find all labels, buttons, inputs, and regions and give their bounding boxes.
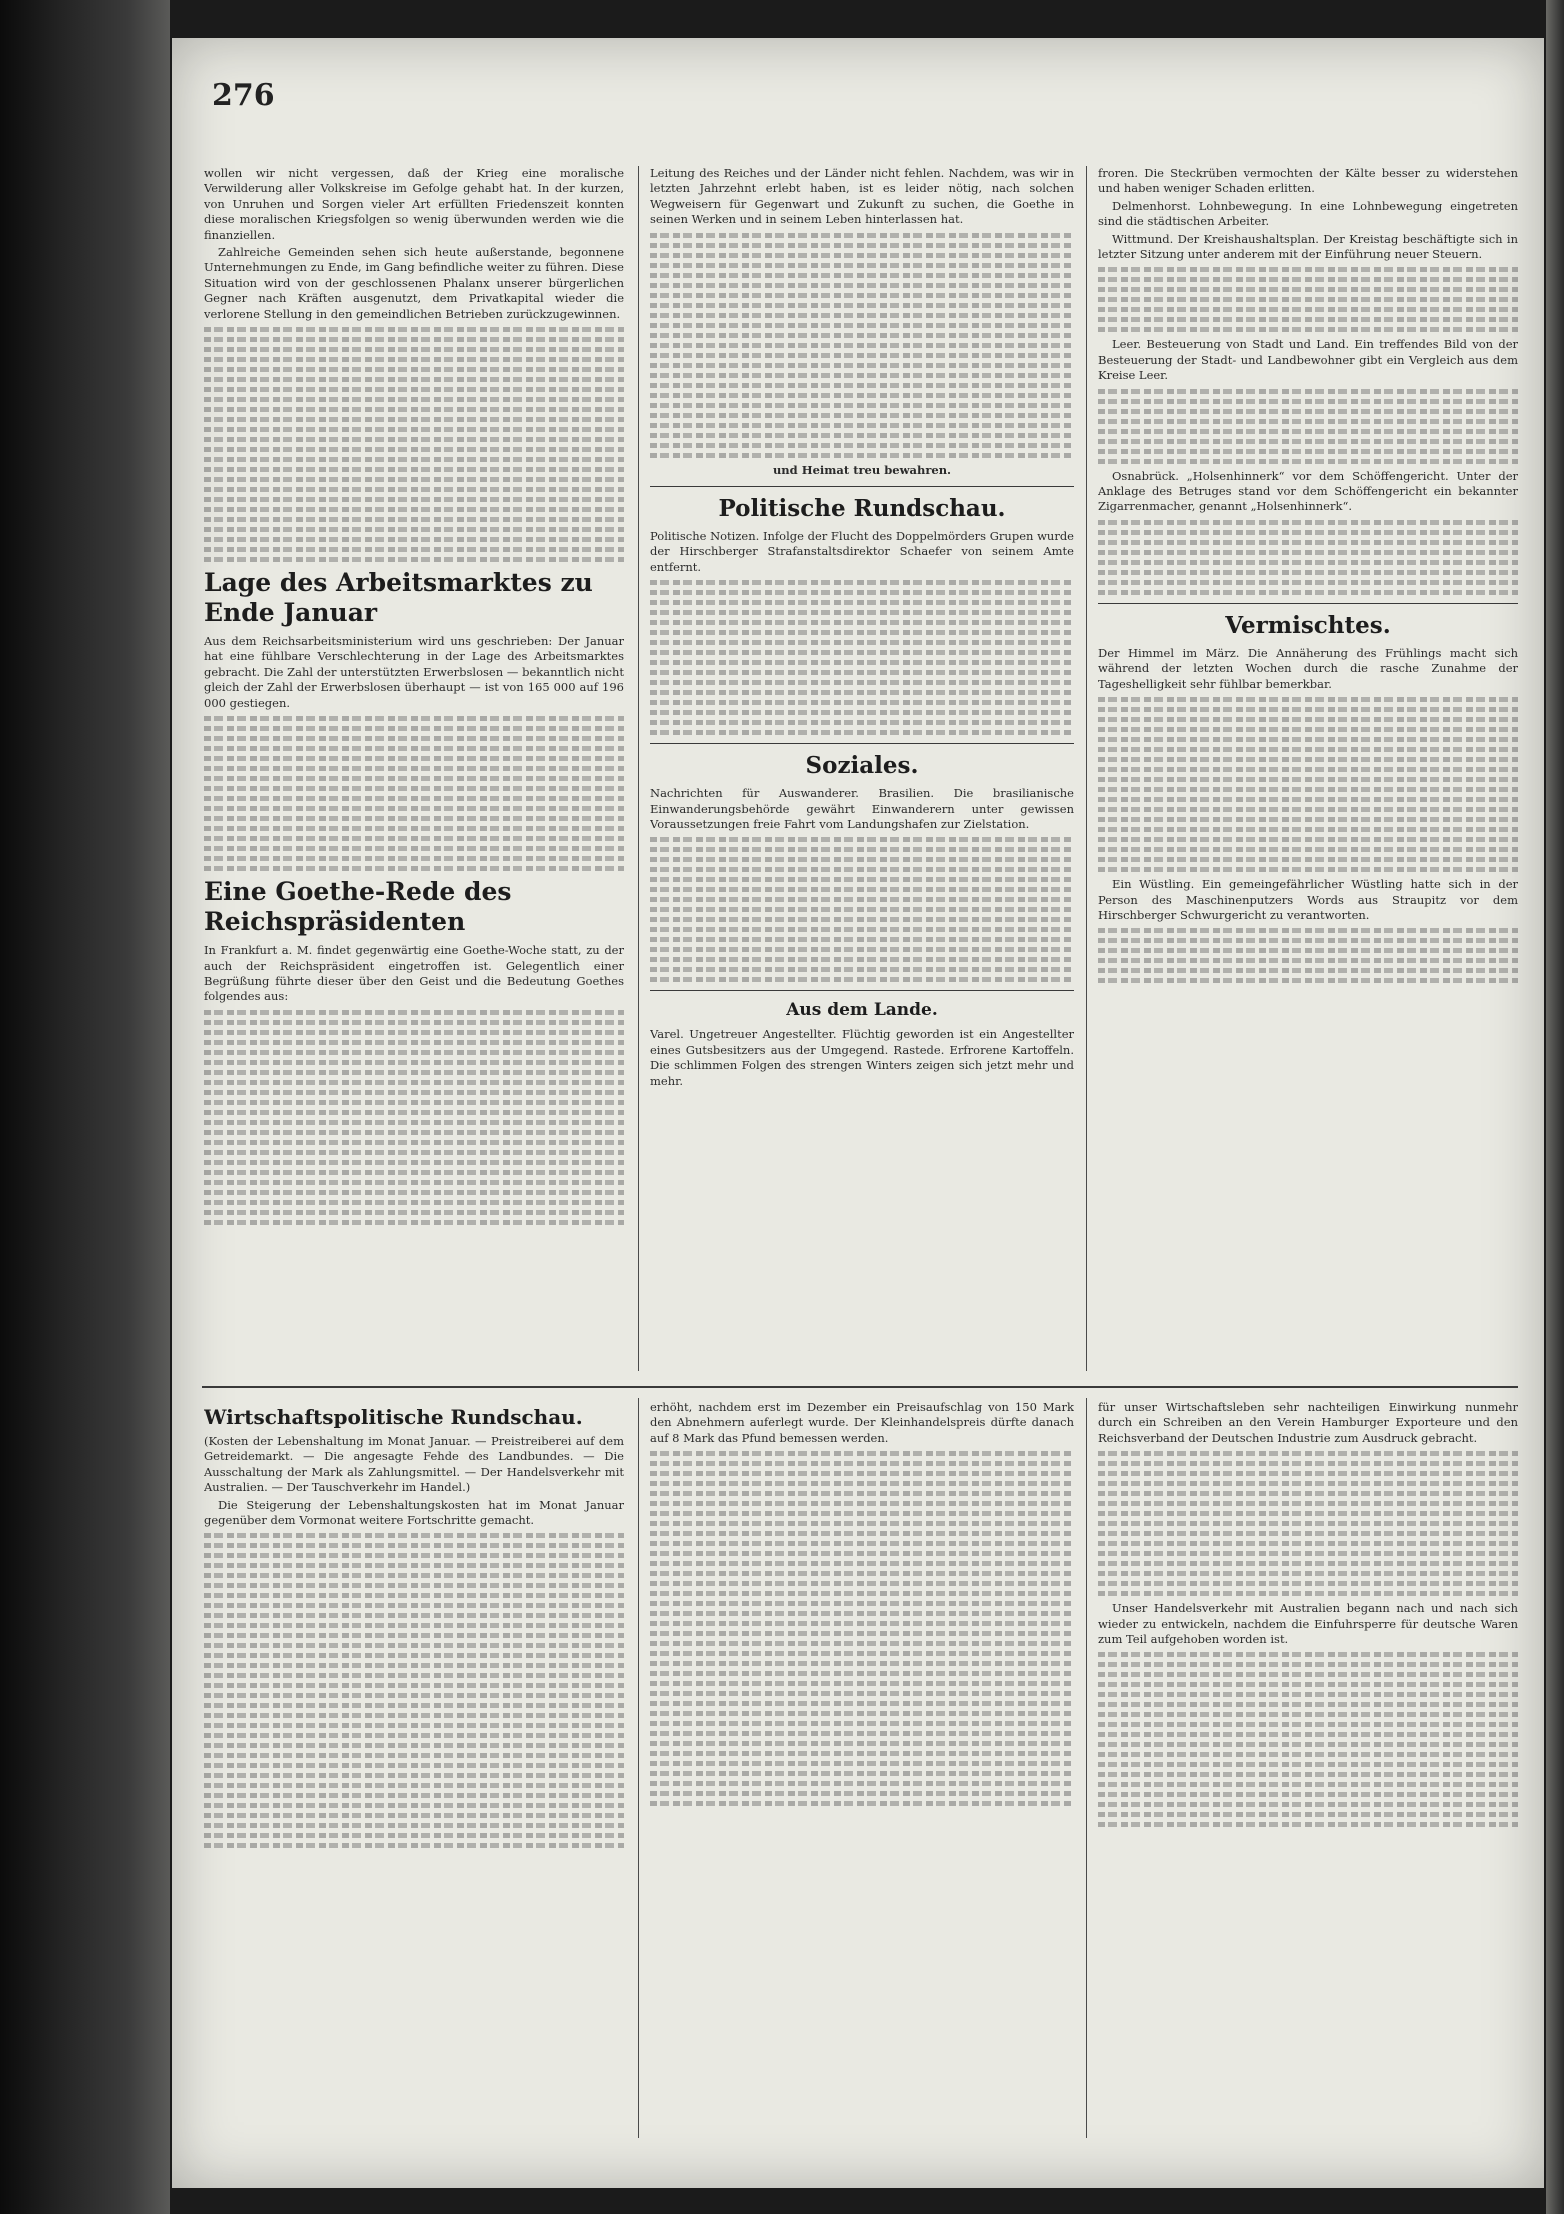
section-rule <box>650 486 1074 487</box>
newspaper-page <box>172 38 1544 2188</box>
headline-wirtschaftspolitische-rundschau: Wirtschaftspolitische Rundschau. <box>204 1405 583 1429</box>
article-text: Leer. Besteuerung von Stadt und Land. Ein treffendes Bild von der Besteuerung der Stadt- und Landbewohner gibt ein Vergleich aus dem Kreise Leer. <box>1098 337 1518 383</box>
section-rule <box>650 743 1074 744</box>
headline-soziales: Soziales. <box>805 752 919 780</box>
illegible-text <box>1098 267 1518 332</box>
bottom-column-3 <box>1098 1400 1518 2140</box>
headline-arbeitsmarkt: Lage des Arbeitsmarktes zu Ende Januar <box>204 568 593 628</box>
article-text: Osnabrück. „Holsenhinnerk“ vor dem Schöffengericht. Unter der Anklage des Betruges stand vor dem Schöffengericht ein bekannter Zigarrenmacher, genannt „Holsenhinnerk“. <box>1098 468 1518 514</box>
headline-vermischtes: Vermischtes. <box>1225 611 1391 639</box>
column-rule <box>638 1398 639 2138</box>
illegible-text <box>650 233 1074 458</box>
illegible-text <box>204 1533 624 1848</box>
illegible-text <box>1098 520 1518 595</box>
illegible-text <box>1098 928 1518 983</box>
column-1 <box>204 166 624 1376</box>
article-text: für unser Wirtschaftsleben sehr nachteiligen Einwirkung nunmehr durch ein Schreiben an den Verein Hamburger Exporteure und den Reichsverband der Deutschen Industrie zum Ausdruck gebracht. <box>1098 1400 1518 1445</box>
article-text: Leitung des Reiches und der Länder nicht fehlen. Nachdem, was wir in letzten Jahrzehnt erlebt haben, ist es leider nötig, nach solchen Wegweisern für Gegenwart und Zukunft zu suchen, die Goethe in seinen Werken und in seinem Leben hinterlassen hat. <box>650 166 1074 227</box>
illegible-text <box>204 327 624 562</box>
illegible-text <box>1098 1652 1518 1827</box>
article-ending: und Heimat treu bewahren. <box>772 462 952 477</box>
section-rule <box>1098 603 1518 604</box>
column-rule <box>1086 166 1087 1371</box>
article-text: wollen wir nicht vergessen, daß der Krieg eine moralische Verwilderung aller Volkskreise im Gefolge gehabt hat. In der kurzen, von Unruhen und Sorgen vieler Art erfüllten Friedenszeit konnten diese moralischen Kriegsfolgen so wenig überwunden werden wie die finanziellen. <box>204 166 624 242</box>
section-rule <box>650 990 1074 991</box>
illegible-text <box>1098 389 1518 464</box>
headline-aus-dem-lande: Aus dem Lande. <box>786 1000 938 1021</box>
article-summary: (Kosten der Lebenshaltung im Monat Januar. — Preistreiberei auf dem Getreidemarkt. — Die angesagte Fehde des Landbundes. — Die Ausschaltung der Mark als Zahlungsmittel. — Der Handelsverkehr mit Australien. — Der Tauschverkehr im Handel.) <box>204 1434 624 1495</box>
article-text: Zahlreiche Gemeinden sehen sich heute außerstande, begonnene Unternehmungen zu Ende, im Gang befindliche weiter zu führen. Diese Situation wird von der geschlossenen Phalanx unserer bürgerlichen Gegner nach Kräften ausgenutzt, dem Privatkapital wieder die verlorene Stellung in den gemeindlichen Betrieben zurückzugewinnen. <box>204 245 624 321</box>
book-binding <box>0 0 170 2214</box>
column-2 <box>650 166 1074 1376</box>
bottom-column-2 <box>650 1400 1074 2140</box>
article-text: froren. Die Steckrüben vermochten der Kälte besser zu widerstehen und haben weniger Schaden erlitten. <box>1098 166 1518 196</box>
illegible-text <box>1098 1451 1518 1596</box>
headline-politische-rundschau: Politische Rundschau. <box>718 495 1006 523</box>
illegible-text <box>1098 697 1518 872</box>
article-text: Die Steigerung der Lebenshaltungskosten hat im Monat Januar gegenüber dem Vormonat weitere Fortschritte gemacht. <box>204 1497 624 1528</box>
article-text: Delmenhorst. Lohnbewegung. In eine Lohnbewegung eingetreten sind die städtischen Arbeiter. <box>1098 198 1518 229</box>
illegible-text <box>204 716 624 871</box>
section-rule-bottom <box>202 1386 1518 1388</box>
article-text: Der Himmel im März. Die Annäherung des Frühlings macht sich während der letzten Wochen durch die rasche Zunahme der Tageshelligkeit sehr fühlbar bemerkbar. <box>1098 645 1518 691</box>
article-text: Aus dem Reichsarbeitsministerium wird uns geschrieben: Der Januar hat eine fühlbare Verschlechterung in der Lage des Arbeitsmarktes gebracht. Die Zahl der unterstützten Erwerbslosen — bekanntlich nicht gleich der Zahl der Erwerbslosen überhaupt — ist von 165 000 auf 196 000 gestiegen. <box>204 634 624 710</box>
article-text: Ein Wüstling. Ein gemeingefährlicher Wüstling hatte sich in der Person des Maschinenputzers Words aus Straupitz vor dem Hirschberger Schwurgericht zu verantworten. <box>1098 877 1518 922</box>
article-text: Nachrichten für Auswanderer. Brasilien. Die brasilianische Einwanderungsbehörde gewährt Einwanderern unter gewissen Voraussetzungen freie Fahrt vom Landungshafen zur Zielstation. <box>650 786 1074 832</box>
page-edge <box>1546 0 1564 2214</box>
bottom-column-1 <box>204 1400 624 2140</box>
article-text: Wittmund. Der Kreishaushaltsplan. Der Kreistag beschäftigte sich in letzter Sitzung unter anderem mit der Einführung neuer Steuern. <box>1098 231 1518 262</box>
article-text: In Frankfurt a. M. findet gegenwärtig eine Goethe-Woche statt, zu der auch der Reichspräsident eingetroffen ist. Gelegentlich einer Begrüßung führte dieser über den Geist und die Bedeutung Goethes folgendes aus: <box>204 943 624 1004</box>
article-text: Varel. Ungetreuer Angestellter. Flüchtig geworden ist ein Angestellter eines Gutsbesitzers aus der Umgegend. Rastede. Erfrorene Kartoffeln. Die schlimmen Folgen des strengen Winters zeigen sich jetzt mehr und mehr. <box>650 1027 1074 1088</box>
column-3 <box>1098 166 1518 1376</box>
illegible-text <box>650 837 1074 982</box>
column-rule <box>1086 1398 1087 2138</box>
headline-goethe-rede: Eine Goethe-Rede des Reichspräsidenten <box>204 877 512 937</box>
column-rule <box>638 166 639 1371</box>
article-text: erhöht, nachdem erst im Dezember ein Preisaufschlag von 150 Mark den Abnehmern auferlegt wurde. Der Kleinhandelspreis dürfte danach auf 8 Mark das Pfund bemessen werden. <box>650 1400 1074 1445</box>
article-text: Politische Notizen. Infolge der Flucht des Doppelmörders Grupen wurde der Hirschberger Strafanstaltsdirektor Schaefer von seinem Amte entfernt. <box>650 529 1074 574</box>
illegible-text <box>650 580 1074 735</box>
article-text: Unser Handelsverkehr mit Australien begann nach und nach sich wieder zu entwickeln, nachdem die Einfuhrsperre für deutsche Waren zum Teil aufgehoben worden ist. <box>1098 1601 1518 1647</box>
illegible-text <box>650 1451 1074 1806</box>
illegible-text <box>204 1010 624 1225</box>
page-number: 276 <box>212 78 275 113</box>
